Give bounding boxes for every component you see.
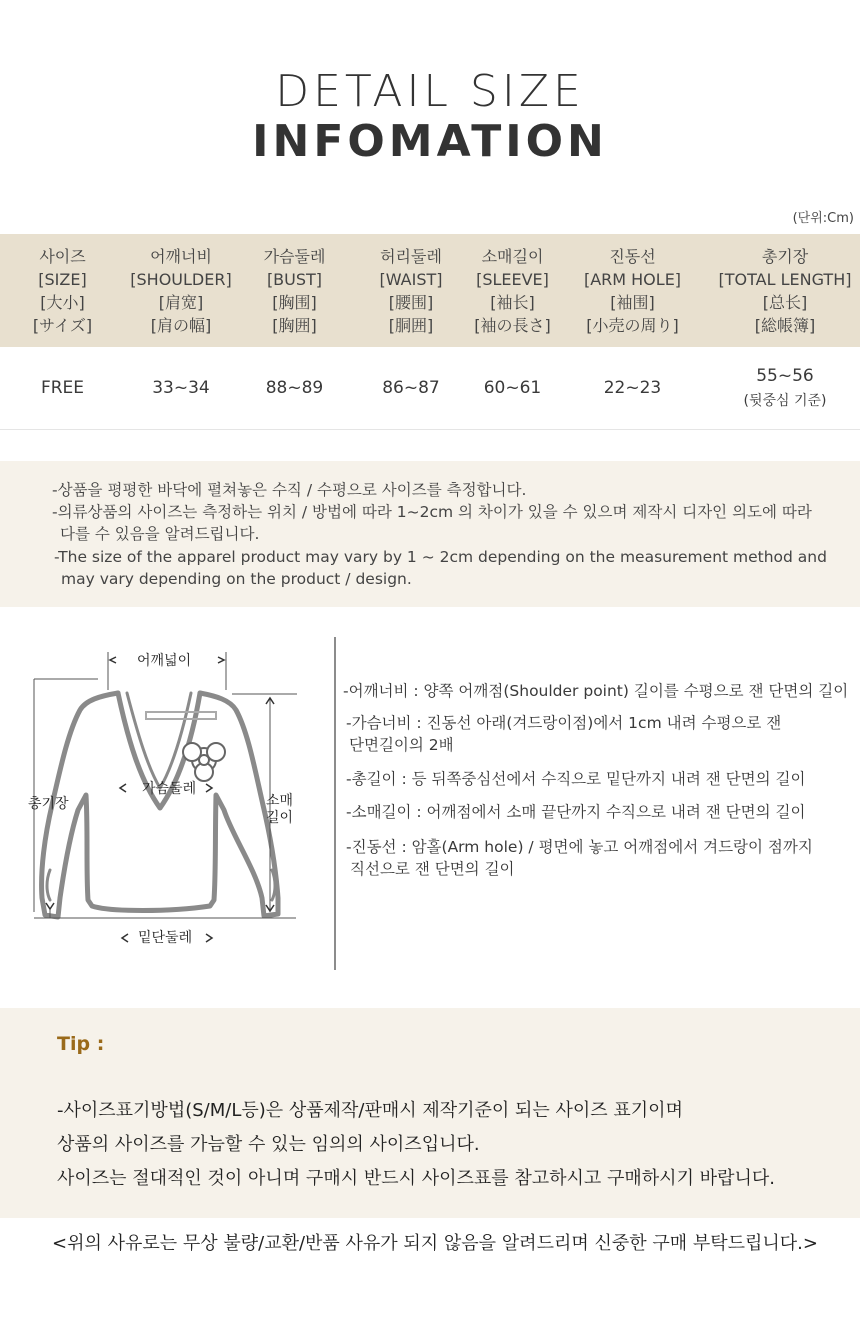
column-header-waist: 허리둘레 [WAIST] [腰围] [胴囲] — [352, 234, 470, 347]
cell-armhole: 22~23 — [555, 347, 710, 430]
arrow-marks — [46, 657, 274, 942]
desc-length: -총길이 : 등 뒤쪽중심선에서 수직으로 밑단까지 내려 잰 단면의 길이 — [346, 770, 806, 788]
cell-length — [710, 347, 860, 430]
length-note: (뒷중심 기준) — [743, 393, 827, 409]
length-label: 총기장 — [28, 796, 69, 812]
column-header-size: 사이즈 [SIZE] [大小] [サイズ] — [0, 234, 125, 347]
notice-box — [0, 461, 860, 607]
tip-line2: 상품의 사이즈를 가늠할 수 있는 임의의 사이즈입니다. — [57, 1134, 480, 1155]
notice-line3b: may vary depending on the product / design. — [61, 570, 412, 588]
notice-line3a: -The size of the apparel product may vary by 1 ~ 2cm depending on the measurement method and — [54, 548, 827, 566]
column-header-sleeve: 소매길이 [SLEEVE] [袖长] [袖の長さ] — [470, 234, 555, 347]
footer-notice: <위의 사유로는 무상 불량/교환/반품 사유가 되지 않음을 알려드리며 신중한 구매 부탁드립니다.> — [52, 1233, 818, 1254]
sleeve-label-2: 길이 — [266, 810, 294, 826]
cell-waist: 86~87 — [352, 347, 470, 430]
column-header-length: 총기장 [TOTAL LENGTH] [总长] [総帳簿] — [710, 234, 860, 347]
shoulder-label: 어깨넓이 — [137, 653, 192, 669]
hem-label: 밑단둘레 — [138, 930, 193, 946]
column-header-armhole: 진동선 [ARM HOLE] [袖围] [小売の周り] — [555, 234, 710, 347]
notice-line2a: -의류상품의 사이즈는 측정하는 위치 / 방법에 따라 1~2cm 의 차이가 있을 수 있으며 제작시 디자인 의도에 따라 — [52, 503, 812, 521]
desc-shoulder: -어깨너비 : 양쪽 어깨점(Shoulder point) 길이를 수평으로 잰 단면의 길이 — [343, 682, 849, 700]
cell-shoulder: 33~34 — [125, 347, 237, 430]
notice-line2b: 다를 수 있음을 알려드립니다. — [60, 525, 260, 543]
size-table — [0, 234, 860, 430]
cell-sleeve: 60~61 — [470, 347, 555, 430]
notice-line1: -상품을 평평한 바닥에 펼쳐놓은 수직 / 수평으로 사이즈를 측정합니다. — [52, 481, 527, 499]
title-line2: INFOMATION — [252, 116, 608, 167]
table-row — [0, 347, 860, 430]
sleeve-label-1: 소매 — [266, 793, 294, 809]
size-table-header-row — [0, 234, 860, 347]
cell-bust: 88~89 — [237, 347, 352, 430]
tip-line1: -사이즈표기방법(S/M/L등)은 상품제작/판매시 제작기준이 되는 사이즈 표기이며 — [57, 1100, 683, 1121]
desc-armhole-a: -진동선 : 암홀(Arm hole) / 평면에 놓고 어깨점에서 겨드랑이 점까지 — [346, 838, 813, 856]
bust-label: 가슴둘레 — [142, 781, 197, 797]
garment-diagram — [20, 630, 310, 960]
desc-armhole-b: 직선으로 잰 단면의 길이 — [350, 860, 515, 878]
title-line1: DETAIL SIZE — [275, 66, 585, 117]
column-header-bust: 가슴둘레 [BUST] [胸围] [胸囲] — [237, 234, 352, 347]
sweater-illustration — [42, 693, 278, 917]
cell-size: FREE — [0, 347, 125, 430]
desc-sleeve: -소매길이 : 어깨점에서 소매 끝단까지 수직으로 내려 잰 단면의 길이 — [346, 803, 806, 821]
neck-label — [146, 712, 216, 719]
flower-icon — [183, 743, 225, 781]
unit-label: (단위:Cm) — [792, 211, 854, 226]
divider — [334, 637, 336, 970]
tip-label: Tip : — [57, 1033, 105, 1055]
tip-line3: 사이즈는 절대적인 것이 아니며 구매시 반드시 사이즈표를 참고하시고 구매하시기 바랍니다. — [57, 1168, 775, 1189]
desc-bust-a: -가슴너비 : 진동선 아래(겨드랑이점)에서 1cm 내려 수평으로 잰 — [346, 714, 782, 732]
length-value: 55~56 — [756, 366, 814, 386]
desc-bust-b: 단면길이의 2배 — [349, 736, 454, 754]
column-header-shoulder: 어깨너비 [SHOULDER] [肩宽] [肩の幅] — [125, 234, 237, 347]
